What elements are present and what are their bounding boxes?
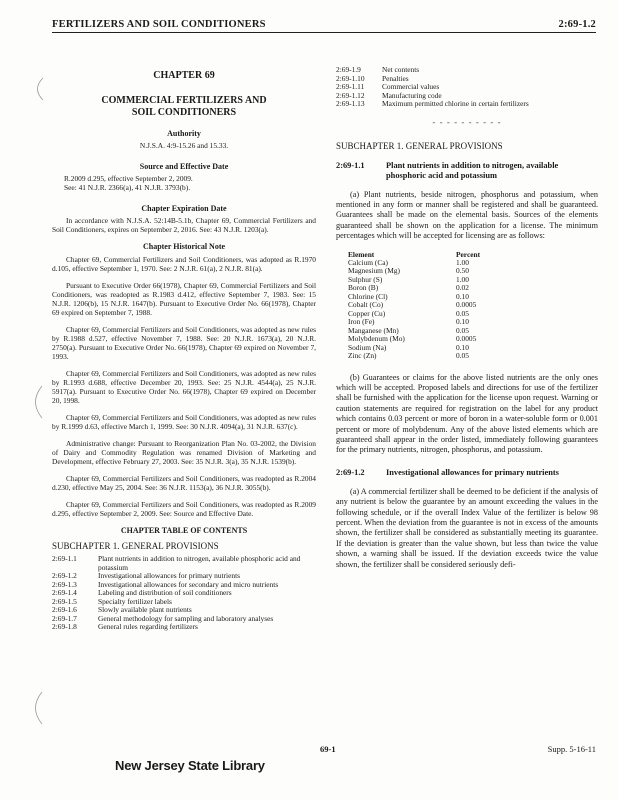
rule-paragraph: (b) Guarantees or claims for the above listed nutrients are the only ones which will be accepted. Proposed labels and directions for use of the fertilizer shall be furnished with the application for the license upon request. Warning or caution statements are required for registration on the label for any product which contains 0.03 percent or more of boron in a water-soluble form or 0.001 percent or more of molybdenum. Any of the above listed elements which are guaranteed shall appear in the order listed, immediately following guarantees for the primary nutrients, nitrogen, phosphorus, and potassium.	[336, 372, 598, 455]
expiration-heading: Chapter Expiration Date	[141, 204, 227, 213]
table-row: Calcium (Ca) 1.00	[348, 257, 469, 267]
history-note: Chapter 69, Commercial Fertilizers and Soil Conditioners, was adopted as R.1970 d.105, effective September 1, 1970. See: 2 N.J.R. 61(a), 2 N.J.R. 81(a).	[52, 255, 316, 273]
source-heading: Source and Effective Date	[139, 162, 229, 171]
toc-entry[interactable]: 2:69-1.2 Investigational allowances for primary nutrients	[52, 571, 241, 580]
table-header-percent: Percent	[456, 249, 481, 259]
table-row: Zinc (Zn) 0.05	[348, 351, 469, 361]
toc-entry[interactable]: 2:69-1.13 Maximum permitted chlorine in certain fertilizers	[336, 99, 529, 108]
library-stamp: New Jersey State Library	[115, 758, 265, 773]
chapter-title: COMMERCIAL FERTILIZERS AND SOIL CONDITIONERS	[101, 95, 267, 118]
history-note: Administrative change: Pursuant to Reorganization Plan No. 03-2002, the Division of Dairy and Commodity Regulation was renamed Division of Marketing and Development, effective February 27, 2003. See: 35 N.J.R. 3(a), 35 N.J.R. 1539(b).	[52, 439, 316, 466]
authority-text: N.J.S.A. 4:9-15.26 and 15.33.	[139, 141, 229, 150]
page-number: 69-1	[320, 744, 336, 754]
right-column	[336, 66, 598, 578]
toc-entry[interactable]: 2:69-1.3 Investigational allowances for secondary and micro nutrients	[52, 579, 279, 589]
toc-entry[interactable]: 2:69-1.5 Specialty fertilizer labels	[52, 596, 172, 606]
toc-subchapter: SUBCHAPTER 1. GENERAL PROVISIONS	[52, 541, 219, 551]
chapter-number: CHAPTER 69	[153, 70, 215, 81]
history-note: Chapter 69, Commercial Fertilizers and Soil Conditioners, was adopted as new rules by R.1988 d.527, effective November 7, 1988. See: 20 N.J.R. 1673(a), 20 N.J.R. 2750(a). Pursuant to Executive Order No. 66(1978), Chapter 69 expired on November 7, 1993.	[52, 325, 316, 361]
toc-entry[interactable]: 2:69-1.11 Commercial values	[336, 82, 440, 91]
toc-entry[interactable]: 2:69-1.6 Slowly available plant nutrients	[52, 605, 192, 614]
table-row: Chlorine (Cl) 0.10	[348, 291, 469, 301]
history-heading: Chapter Historical Note	[142, 242, 226, 251]
margin-hole-mark	[28, 690, 44, 726]
subchapter-heading: SUBCHAPTER 1. GENERAL PROVISIONS	[336, 140, 503, 151]
section-separator: - - - - - - - - - -	[432, 116, 502, 127]
header-section: 2:69-1.2	[558, 19, 596, 30]
history-note: Chapter 69, Commercial Fertilizers and Soil Conditioners, was readopted as R.2004 d.230, effective May 25, 2004. See: 36 N.J.R. 1153(a), 36 N.J.R. 3055(b).	[52, 474, 316, 492]
margin-hole-mark	[30, 76, 46, 102]
element-percent-table	[348, 250, 480, 361]
table-row: Cobalt (Co) 0.0005	[348, 300, 477, 310]
toc-entry[interactable]: 2:69-1.9 Net contents	[336, 65, 420, 74]
history-note: Chapter 69, Commercial Fertilizers and Soil Conditioners, was adopted as new rules by R.1993 d.688, effective December 20, 1993. See: 25 N.J.R. 4544(a), 25 N.J.R. 5917(a). Pursuant to Executive Order No. 66(1978), Chapter 69 expired on December 20, 1998.	[52, 369, 316, 405]
table-row: Molybdenum (Mo) 0.0005	[348, 334, 477, 344]
toc-heading: CHAPTER TABLE OF CONTENTS	[120, 526, 248, 535]
left-column	[52, 66, 316, 632]
authority-heading: Authority	[167, 129, 201, 138]
toc-entry[interactable]: 2:69-1.4 Labeling and distribution of soil conditioners	[52, 588, 232, 597]
supplement-date: Supp. 5-16-11	[547, 744, 596, 754]
toc-entry[interactable]: 2:69-1.1 Plant nutrients in addition to nitrogen, available phosphoric acid and potassium	[52, 554, 301, 572]
margin-hole-mark	[28, 384, 44, 420]
toc-entry[interactable]: 2:69-1.8 General rules regarding fertilizers	[52, 622, 198, 631]
rule-heading: 2:69-1.2 Investigational allowances for primary nutrients	[336, 467, 559, 477]
rule-paragraph: (a) A commercial fertilizer shall be deemed to be deficient if the analysis of any nutrient is below the guarantee by an amount exceeding the values in the following schedule, or if the overall Index Value of the fertilizer is below 98 percent. When the deviation from the guarantee is not in excess of the amounts shown, the fertilizer shall be considered as substantially meeting its guarantee. If the deviation is greater than the value shown, but less than twice the value shown, a warning shall be issued. If the deviation exceeds twice the value shown, the fertilizer shall be considered seriously defi-	[336, 486, 598, 569]
history-note: Chapter 69, Commercial Fertilizers and Soil Conditioners, was adopted as new rules by R.1999 d.63, effective March 1, 1999. See: 30 N.J.R. 4094(a), 31 N.J.R. 637(c).	[52, 413, 316, 431]
toc-entry[interactable]: 2:69-1.10 Penalties	[336, 73, 409, 83]
table-row: Sodium (Na) 0.10	[348, 342, 469, 352]
table-row: Manganese (Mn) 0.05	[348, 325, 469, 335]
table-row: Copper (Cu) 0.05	[348, 308, 469, 318]
toc-entry[interactable]: 2:69-1.12 Manufacturing code	[336, 90, 442, 100]
table-row: Boron (B) 0.02	[348, 283, 469, 293]
rule-paragraph: (a) Plant nutrients, beside nitrogen, phosphorus and potassium, when mentioned in any form or manner shall be registered and shall be guaranteed. Guarantees shall be made on the elemental basis. Sources of the elements guaranteed shall be shown on the application for a license. The minimum percentages which will be accepted for licensing are as follows:	[336, 189, 598, 241]
history-note: Pursuant to Executive Order 66(1978), Chapter 69, Commercial Fertilizers and Soil Conditioners, was readopted as R.1983 d.412, effective September 7, 1983. See: 15 N.J.R. 1206(b), 15 N.J.R. 1647(b). Pursuant to Executive Order No. 66(1978), Chapter 69 expired on September 7, 1988.	[52, 281, 316, 317]
table-row: Magnesium (Mg) 0.50	[348, 266, 469, 276]
toc-entry[interactable]: 2:69-1.7 General methodology for sampling and laboratory analyses	[52, 613, 274, 623]
header-title: FERTILIZERS AND SOIL CONDITIONERS	[52, 19, 266, 30]
history-note: Chapter 69, Commercial Fertilizers and Soil Conditioners, was readopted as R.2009 d.295, effective September 2, 2009. See: Source and Effective Date.	[52, 500, 316, 518]
table-row: Iron (Fe) 0.10	[348, 317, 469, 327]
rule-heading: 2:69-1.1 Plant nutrients in addition to nitrogen, available phosphoric acid and potassium	[336, 160, 559, 180]
table-header-element: Element	[348, 249, 375, 259]
source-text: R.2009 d.295, effective September 2, 2009. See: 41 N.J.R. 2366(a), 41 N.J.R. 3793(b).	[64, 174, 193, 192]
table-row: Sulphur (S) 1.00	[348, 274, 469, 284]
expiration-text: In accordance with N.J.S.A. 52:14B-5.1b, Chapter 69, Commercial Fertilizers and Soil Conditioners, expires on September 2, 2016. See: 43 N.J.R. 1203(a).	[52, 216, 316, 234]
running-header	[52, 12, 596, 33]
